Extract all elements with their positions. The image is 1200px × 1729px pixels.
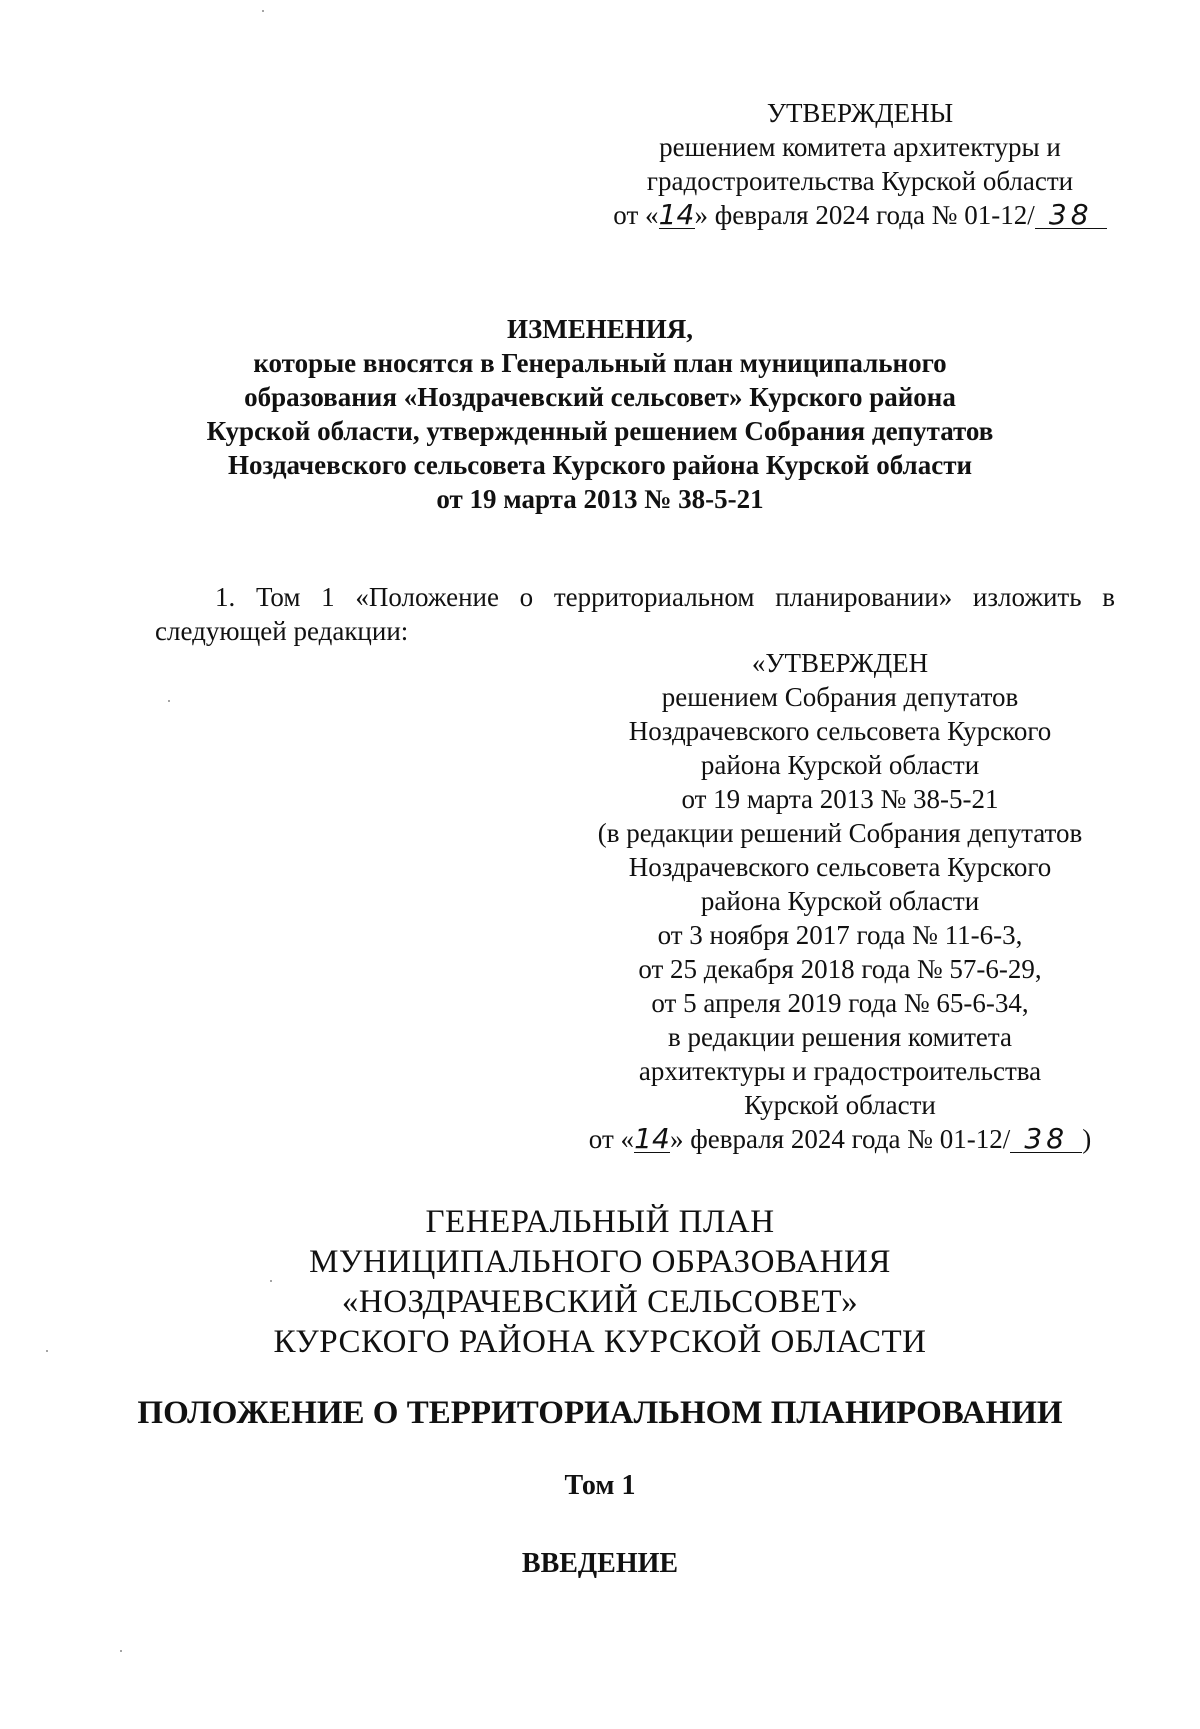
changes-line4: Ноздачевского сельсовета Курского района Курской области [227, 450, 973, 480]
approval-block-date-suffix: ) [1082, 1124, 1092, 1154]
general-plan-line4: КУРСКОГО РАЙОНА КУРСКОЙ ОБЛАСТИ [273, 1324, 927, 1360]
approval-header-date [540, 198, 1180, 232]
approval-block-line: района Курской области [700, 750, 980, 780]
approval-header-line2: градостроительства Курской области [646, 166, 1074, 196]
approval-block-line: от 25 декабря 2018 года № 57-6-29, [638, 954, 1042, 984]
handwritten-number: 38 [1035, 202, 1107, 229]
handwritten-number: 38 [1010, 1126, 1082, 1153]
general-plan-line3: «НОЗДРАЧЕВСКИЙ СЕЛЬСОВЕТ» [341, 1284, 859, 1320]
approval-date-middle: » февраля 2024 года № 01-12/ [694, 200, 1035, 230]
approval-date-prefix: от « [613, 200, 659, 230]
approval-block-date [560, 1122, 1120, 1156]
general-plan-title [100, 1202, 1100, 1362]
approval-block-line: Курской области [744, 1090, 936, 1120]
approval-block-line: от 5 апреля 2019 года № 65-6-34, [651, 988, 1029, 1018]
approval-block-line: от 19 марта 2013 № 38-5-21 [681, 784, 999, 814]
changes-line2: образования «Ноздрачевский сельсовет» Курского района [244, 382, 956, 412]
approval-block-line: архитектуры и градостроительства [638, 1056, 1042, 1086]
approval-block-line: (в редакции решений Собрания депутатов [597, 818, 1083, 848]
scan-speck [46, 1350, 48, 1352]
intro-heading: ВВЕДЕНИЕ [521, 1548, 679, 1579]
approval-block-date-prefix: от « [588, 1124, 634, 1154]
changes-heading: ИЗМЕНЕНИЯ, [506, 314, 693, 344]
paragraph-1-line1: 1. Том 1 «Положение о территориальном планировании» изложить в [215, 582, 1115, 612]
approval-block-line: Ноздрачевского сельсовета Курского [628, 852, 1052, 882]
changes-line1: которые вносятся в Генеральный план муниципального [253, 348, 947, 378]
paragraph-1-line2: следующей редакции: [155, 616, 409, 646]
approval-block-line: района Курской области [700, 886, 980, 916]
changes-line5: от 19 марта 2013 № 38-5-21 [436, 484, 764, 514]
approval-block-line: в редакции решения комитета [667, 1022, 1013, 1052]
handwritten-day: 14 [634, 1122, 670, 1155]
approval-block [560, 646, 1120, 1156]
approval-block-date-middle: » февраля 2024 года № 01-12/ [670, 1124, 1011, 1154]
approval-header-title: УТВЕРЖДЕНЫ [766, 98, 954, 128]
approval-block-line: от 3 ноября 2017 года № 11-6-3, [657, 920, 1023, 950]
scan-speck [262, 10, 264, 12]
changes-title [150, 312, 1050, 516]
paragraph-1 [155, 580, 1115, 648]
general-plan-line2: МУНИЦИПАЛЬНОГО ОБРАЗОВАНИЯ [309, 1244, 891, 1280]
section-title: ПОЛОЖЕНИЕ О ТЕРРИТОРИАЛЬНОМ ПЛАНИРОВАНИИ [137, 1395, 1063, 1431]
approval-header-line1: решением комитета архитектуры и [659, 132, 1061, 162]
approval-block-line: Ноздрачевского сельсовета Курского [628, 716, 1052, 746]
approval-block-title: «УТВЕРЖДЕН [751, 648, 929, 678]
changes-line3: Курской области, утвержденный решением Собрания депутатов [206, 416, 994, 446]
volume-label: Том 1 [564, 1470, 636, 1501]
scan-speck [270, 1280, 272, 1282]
scan-speck [120, 1650, 122, 1652]
handwritten-day: 14 [658, 198, 695, 231]
scan-speck [168, 700, 170, 702]
general-plan-line1: ГЕНЕРАЛЬНЫЙ ПЛАН [425, 1204, 775, 1240]
approval-header [540, 96, 1180, 232]
approval-block-line: решением Собрания депутатов [661, 682, 1019, 712]
